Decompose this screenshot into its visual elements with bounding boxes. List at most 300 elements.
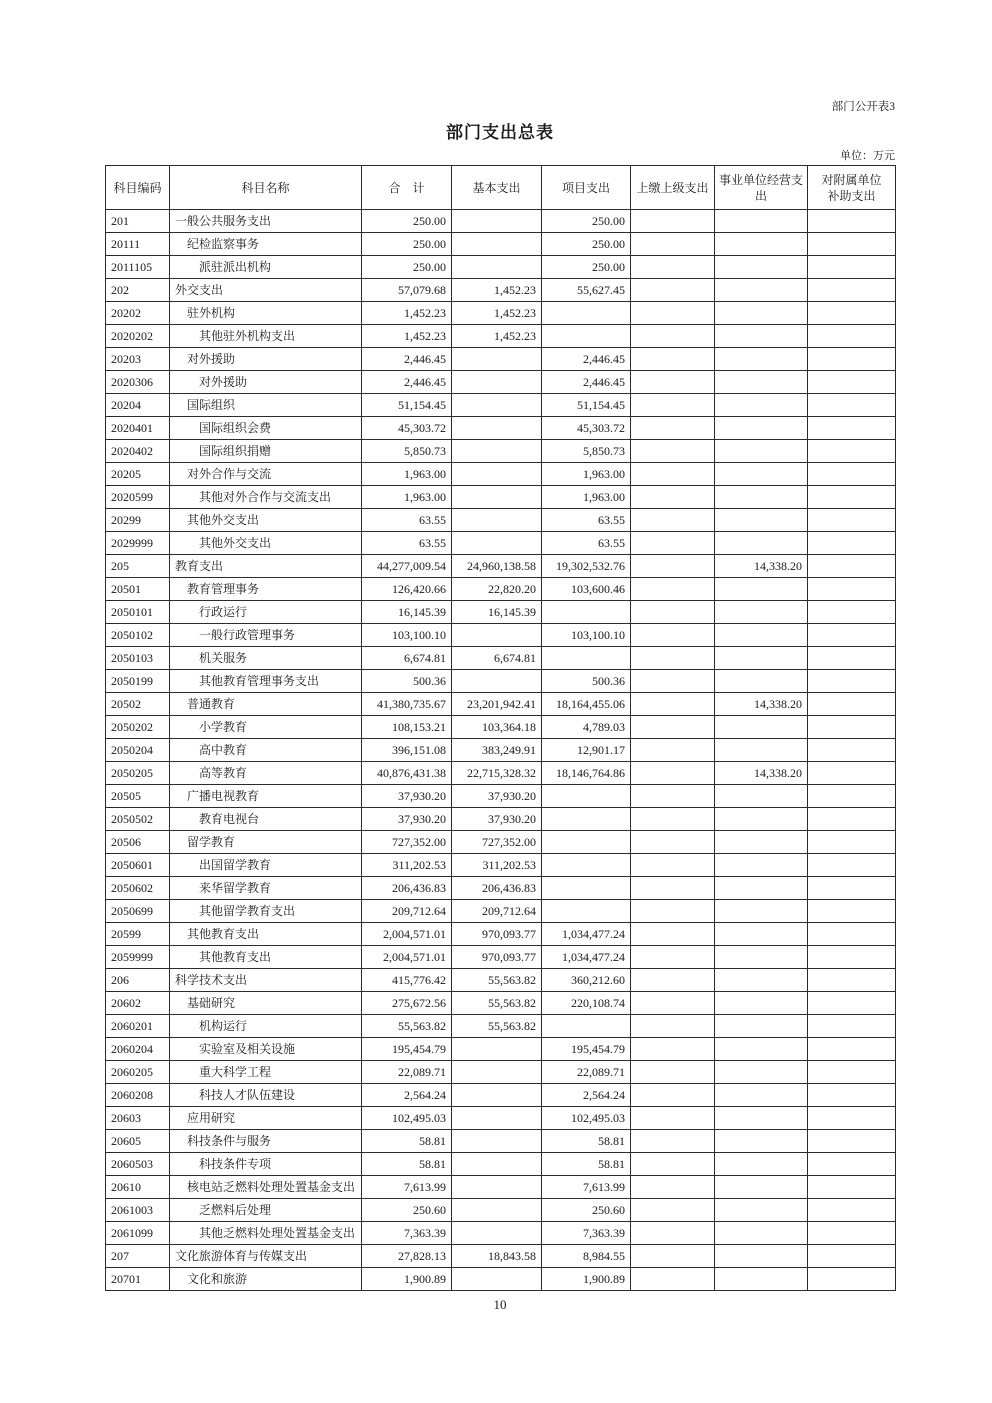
table-row: [106, 946, 896, 969]
basic-expenditure-cell: 55,563.82: [452, 969, 542, 992]
operating-expenditure-cell: [715, 670, 808, 693]
subsidy-to-affiliates-cell: [808, 394, 896, 417]
paid-to-superior-cell: [631, 877, 715, 900]
table-row: [106, 900, 896, 923]
table-row: [106, 762, 896, 785]
project-expenditure-cell: 250.00: [542, 233, 631, 256]
subsidy-to-affiliates-cell: [808, 509, 896, 532]
project-expenditure-cell: 18,164,455.06: [542, 693, 631, 716]
basic-expenditure-cell: 206,436.83: [452, 877, 542, 900]
project-expenditure-cell: 58.81: [542, 1130, 631, 1153]
subject-code-cell: 20602: [106, 992, 170, 1015]
paid-to-superior-cell: [631, 210, 715, 233]
operating-expenditure-cell: [715, 233, 808, 256]
project-expenditure-cell: 45,303.72: [542, 417, 631, 440]
project-expenditure-cell: [542, 808, 631, 831]
project-expenditure-cell: 1,034,477.24: [542, 923, 631, 946]
operating-expenditure-cell: [715, 831, 808, 854]
basic-expenditure-cell: 22,715,328.32: [452, 762, 542, 785]
total-cell: 1,963.00: [362, 463, 452, 486]
subject-code-cell: 205: [106, 555, 170, 578]
subject-code-cell: 20599: [106, 923, 170, 946]
subject-code-cell: 2050205: [106, 762, 170, 785]
total-cell: 2,004,571.01: [362, 923, 452, 946]
subsidy-to-affiliates-cell: [808, 348, 896, 371]
subject-code-cell: 201: [106, 210, 170, 233]
project-expenditure-cell: [542, 854, 631, 877]
subsidy-to-affiliates-cell: [808, 854, 896, 877]
subsidy-to-affiliates-cell: [808, 969, 896, 992]
subject-code-cell: 2060204: [106, 1038, 170, 1061]
table-header: [106, 166, 896, 210]
subject-code-cell: 2050502: [106, 808, 170, 831]
table-row: [106, 831, 896, 854]
paid-to-superior-cell: [631, 854, 715, 877]
subject-name-cell: 对外援助: [170, 348, 362, 371]
table-row: [106, 1107, 896, 1130]
operating-expenditure-cell: [715, 1153, 808, 1176]
subsidy-to-affiliates-cell: [808, 624, 896, 647]
project-expenditure-cell: 18,146,764.86: [542, 762, 631, 785]
subject-name-cell: 驻外机构: [170, 302, 362, 325]
total-cell: 415,776.42: [362, 969, 452, 992]
subsidy-to-affiliates-cell: [808, 325, 896, 348]
total-cell: 58.81: [362, 1130, 452, 1153]
basic-expenditure-cell: [452, 1084, 542, 1107]
operating-expenditure-cell: [715, 325, 808, 348]
total-cell: 51,154.45: [362, 394, 452, 417]
subsidy-to-affiliates-cell: [808, 1130, 896, 1153]
basic-expenditure-cell: 1,452.23: [452, 302, 542, 325]
subsidy-to-affiliates-cell: [808, 256, 896, 279]
subsidy-to-affiliates-cell: [808, 739, 896, 762]
project-expenditure-cell: 51,154.45: [542, 394, 631, 417]
subsidy-to-affiliates-cell: [808, 1038, 896, 1061]
subject-name-cell: 核电站乏燃料处理处置基金支出: [170, 1176, 362, 1199]
paid-to-superior-cell: [631, 1222, 715, 1245]
subject-name-cell: 留学教育: [170, 831, 362, 854]
project-expenditure-cell: [542, 900, 631, 923]
basic-expenditure-cell: 311,202.53: [452, 854, 542, 877]
total-cell: 55,563.82: [362, 1015, 452, 1038]
paid-to-superior-cell: [631, 1176, 715, 1199]
subject-name-cell: 对外合作与交流: [170, 463, 362, 486]
subject-name-cell: 教育管理事务: [170, 578, 362, 601]
table-row: [106, 1084, 896, 1107]
subject-code-cell: 2029999: [106, 532, 170, 555]
basic-expenditure-cell: [452, 348, 542, 371]
total-cell: 37,930.20: [362, 785, 452, 808]
subject-name-cell: 重大科学工程: [170, 1061, 362, 1084]
table-row: [106, 854, 896, 877]
table-row: [106, 555, 896, 578]
table-row: [106, 601, 896, 624]
paid-to-superior-cell: [631, 1268, 715, 1291]
project-expenditure-cell: 250.00: [542, 210, 631, 233]
paid-to-superior-cell: [631, 900, 715, 923]
operating-expenditure-cell: [715, 463, 808, 486]
paid-to-superior-cell: [631, 1038, 715, 1061]
subject-code-cell: 2020306: [106, 371, 170, 394]
subject-code-cell: 207: [106, 1245, 170, 1268]
table-row: [106, 463, 896, 486]
subsidy-to-affiliates-cell: [808, 1107, 896, 1130]
operating-expenditure-cell: 14,338.20: [715, 555, 808, 578]
project-expenditure-cell: 12,901.17: [542, 739, 631, 762]
subject-name-cell: 高中教育: [170, 739, 362, 762]
total-cell: 2,446.45: [362, 371, 452, 394]
basic-expenditure-cell: [452, 394, 542, 417]
operating-expenditure-cell: [715, 716, 808, 739]
operating-expenditure-cell: [715, 1222, 808, 1245]
project-expenditure-cell: 4,789.03: [542, 716, 631, 739]
basic-expenditure-cell: [452, 509, 542, 532]
table-row: [106, 210, 896, 233]
project-expenditure-cell: [542, 647, 631, 670]
subject-code-cell: 2020202: [106, 325, 170, 348]
subsidy-to-affiliates-cell: [808, 233, 896, 256]
basic-expenditure-cell: 55,563.82: [452, 1015, 542, 1038]
basic-expenditure-cell: 23,201,942.41: [452, 693, 542, 716]
subject-code-cell: 2060205: [106, 1061, 170, 1084]
operating-expenditure-cell: [715, 256, 808, 279]
total-cell: 102,495.03: [362, 1107, 452, 1130]
basic-expenditure-cell: 55,563.82: [452, 992, 542, 1015]
project-expenditure-cell: 250.00: [542, 256, 631, 279]
subject-code-cell: 2050199: [106, 670, 170, 693]
basic-expenditure-cell: 6,674.81: [452, 647, 542, 670]
table-row: [106, 923, 896, 946]
total-cell: 5,850.73: [362, 440, 452, 463]
paid-to-superior-cell: [631, 1245, 715, 1268]
subsidy-to-affiliates-cell: [808, 1245, 896, 1268]
total-cell: 275,672.56: [362, 992, 452, 1015]
unit-label: 单位：万元: [840, 150, 895, 162]
subject-name-cell: 科技人才队伍建设: [170, 1084, 362, 1107]
basic-expenditure-cell: [452, 1061, 542, 1084]
paid-to-superior-cell: [631, 1061, 715, 1084]
project-expenditure-cell: 220,108.74: [542, 992, 631, 1015]
basic-expenditure-cell: [452, 624, 542, 647]
basic-expenditure-cell: 209,712.64: [452, 900, 542, 923]
operating-expenditure-cell: [715, 900, 808, 923]
project-expenditure-cell: 2,446.45: [542, 371, 631, 394]
table-row: [106, 1015, 896, 1038]
project-expenditure-cell: 102,495.03: [542, 1107, 631, 1130]
paid-to-superior-cell: [631, 992, 715, 1015]
subject-code-cell: 2050601: [106, 854, 170, 877]
subject-name-cell: 其他外交支出: [170, 532, 362, 555]
table-row: [106, 647, 896, 670]
subject-code-cell: 2060208: [106, 1084, 170, 1107]
subject-code-cell: 20299: [106, 509, 170, 532]
project-expenditure-cell: [542, 601, 631, 624]
table-row: [106, 371, 896, 394]
subject-name-cell: 教育支出: [170, 555, 362, 578]
subject-code-cell: 20203: [106, 348, 170, 371]
subsidy-to-affiliates-cell: [808, 693, 896, 716]
basic-expenditure-cell: [452, 440, 542, 463]
basic-expenditure-cell: [452, 210, 542, 233]
basic-expenditure-cell: [452, 256, 542, 279]
operating-expenditure-cell: [715, 509, 808, 532]
table-row: [106, 716, 896, 739]
operating-expenditure-cell: [715, 808, 808, 831]
project-expenditure-cell: 1,963.00: [542, 463, 631, 486]
operating-expenditure-cell: [715, 1176, 808, 1199]
subject-code-cell: 2060201: [106, 1015, 170, 1038]
total-cell: 45,303.72: [362, 417, 452, 440]
total-cell: 250.60: [362, 1199, 452, 1222]
basic-expenditure-cell: [452, 1176, 542, 1199]
project-expenditure-cell: 7,363.39: [542, 1222, 631, 1245]
subject-name-cell: 科学技术支出: [170, 969, 362, 992]
subject-code-cell: 20202: [106, 302, 170, 325]
table-row: [106, 808, 896, 831]
total-cell: 727,352.00: [362, 831, 452, 854]
table-row: [106, 1268, 896, 1291]
subject-name-cell: 实验室及相关设施: [170, 1038, 362, 1061]
operating-expenditure-cell: [715, 992, 808, 1015]
total-cell: 41,380,735.67: [362, 693, 452, 716]
operating-expenditure-cell: [715, 394, 808, 417]
project-expenditure-cell: [542, 877, 631, 900]
table-row: [106, 1176, 896, 1199]
project-expenditure-cell: 22,089.71: [542, 1061, 631, 1084]
paid-to-superior-cell: [631, 831, 715, 854]
paid-to-superior-cell: [631, 1130, 715, 1153]
subject-name-cell: 一般公共服务支出: [170, 210, 362, 233]
operating-expenditure-cell: [715, 371, 808, 394]
paid-to-superior-cell: [631, 348, 715, 371]
total-cell: 2,446.45: [362, 348, 452, 371]
basic-expenditure-cell: [452, 1199, 542, 1222]
table-row: [106, 1199, 896, 1222]
subsidy-to-affiliates-cell: [808, 463, 896, 486]
operating-expenditure-cell: [715, 877, 808, 900]
table-row: [106, 302, 896, 325]
paid-to-superior-cell: [631, 1153, 715, 1176]
total-cell: 27,828.13: [362, 1245, 452, 1268]
table-row: [106, 785, 896, 808]
subsidy-to-affiliates-cell: [808, 1199, 896, 1222]
subject-name-cell: 其他对外合作与交流支出: [170, 486, 362, 509]
subsidy-to-affiliates-cell: [808, 762, 896, 785]
paid-to-superior-cell: [631, 394, 715, 417]
subject-code-cell: 20603: [106, 1107, 170, 1130]
operating-expenditure-cell: [715, 1268, 808, 1291]
basic-expenditure-cell: 103,364.18: [452, 716, 542, 739]
project-expenditure-cell: 250.60: [542, 1199, 631, 1222]
operating-expenditure-cell: [715, 1015, 808, 1038]
operating-expenditure-cell: [715, 1038, 808, 1061]
operating-expenditure-cell: [715, 578, 808, 601]
subsidy-to-affiliates-cell: [808, 1153, 896, 1176]
project-expenditure-cell: [542, 325, 631, 348]
table-body: [106, 210, 896, 1291]
subsidy-to-affiliates-cell: [808, 1222, 896, 1245]
paid-to-superior-cell: [631, 532, 715, 555]
paid-to-superior-cell: [631, 1015, 715, 1038]
total-cell: 7,613.99: [362, 1176, 452, 1199]
basic-expenditure-cell: [452, 532, 542, 555]
project-expenditure-cell: 103,100.10: [542, 624, 631, 647]
subsidy-to-affiliates-cell: [808, 670, 896, 693]
table-header-row: [106, 166, 896, 210]
subject-code-cell: 20502: [106, 693, 170, 716]
subject-code-cell: 20505: [106, 785, 170, 808]
subsidy-to-affiliates-cell: [808, 900, 896, 923]
operating-expenditure-cell: [715, 440, 808, 463]
subject-code-cell: 2020599: [106, 486, 170, 509]
page-number: 10: [493, 1297, 507, 1312]
paid-to-superior-cell: [631, 555, 715, 578]
table-row: [106, 256, 896, 279]
basic-expenditure-cell: 22,820.20: [452, 578, 542, 601]
basic-expenditure-cell: [452, 1130, 542, 1153]
subject-name-cell: 对外援助: [170, 371, 362, 394]
paid-to-superior-cell: [631, 693, 715, 716]
operating-expenditure-cell: [715, 1199, 808, 1222]
project-expenditure-cell: 63.55: [542, 509, 631, 532]
subject-name-cell: 其他教育管理事务支出: [170, 670, 362, 693]
basic-expenditure-cell: 37,930.20: [452, 785, 542, 808]
subsidy-to-affiliates-cell: [808, 716, 896, 739]
project-expenditure-cell: 58.81: [542, 1153, 631, 1176]
table-row: [106, 992, 896, 1015]
basic-expenditure-cell: [452, 1222, 542, 1245]
subsidy-to-affiliates-cell: [808, 371, 896, 394]
col-header-subject-code: 科目编码: [106, 166, 170, 210]
total-cell: 108,153.21: [362, 716, 452, 739]
paid-to-superior-cell: [631, 946, 715, 969]
subject-code-cell: 2050101: [106, 601, 170, 624]
basic-expenditure-cell: [452, 670, 542, 693]
basic-expenditure-cell: 1,452.23: [452, 279, 542, 302]
operating-expenditure-cell: [715, 279, 808, 302]
total-cell: 500.36: [362, 670, 452, 693]
subject-name-cell: 一般行政管理事务: [170, 624, 362, 647]
basic-expenditure-cell: [452, 486, 542, 509]
basic-expenditure-cell: 383,249.91: [452, 739, 542, 762]
table-row: [106, 325, 896, 348]
table-row: [106, 1061, 896, 1084]
subsidy-to-affiliates-cell: [808, 808, 896, 831]
subject-name-cell: 国际组织会费: [170, 417, 362, 440]
project-expenditure-cell: 19,302,532.76: [542, 555, 631, 578]
paid-to-superior-cell: [631, 647, 715, 670]
total-cell: 63.55: [362, 509, 452, 532]
subject-name-cell: 行政运行: [170, 601, 362, 624]
subject-name-cell: 其他留学教育支出: [170, 900, 362, 923]
subject-code-cell: 2011105: [106, 256, 170, 279]
project-expenditure-cell: 1,963.00: [542, 486, 631, 509]
subsidy-to-affiliates-cell: [808, 923, 896, 946]
subsidy-to-affiliates-cell: [808, 302, 896, 325]
paid-to-superior-cell: [631, 440, 715, 463]
paid-to-superior-cell: [631, 670, 715, 693]
basic-expenditure-cell: [452, 1153, 542, 1176]
basic-expenditure-cell: [452, 1038, 542, 1061]
table-row: [106, 509, 896, 532]
basic-expenditure-cell: [452, 417, 542, 440]
basic-expenditure-cell: 24,960,138.58: [452, 555, 542, 578]
table-row: [106, 670, 896, 693]
operating-expenditure-cell: [715, 1084, 808, 1107]
subsidy-to-affiliates-cell: [808, 1084, 896, 1107]
subject-code-cell: 20701: [106, 1268, 170, 1291]
subject-name-cell: 科技条件与服务: [170, 1130, 362, 1153]
table-row: [106, 693, 896, 716]
basic-expenditure-cell: [452, 463, 542, 486]
subject-code-cell: 2020401: [106, 417, 170, 440]
table-row: [106, 279, 896, 302]
paid-to-superior-cell: [631, 463, 715, 486]
subsidy-to-affiliates-cell: [808, 532, 896, 555]
total-cell: 7,363.39: [362, 1222, 452, 1245]
subject-code-cell: 2050103: [106, 647, 170, 670]
subsidy-to-affiliates-cell: [808, 417, 896, 440]
subject-name-cell: 教育电视台: [170, 808, 362, 831]
operating-expenditure-cell: [715, 601, 808, 624]
table-row: [106, 877, 896, 900]
paid-to-superior-cell: [631, 509, 715, 532]
total-cell: 250.00: [362, 210, 452, 233]
project-expenditure-cell: 1,900.89: [542, 1268, 631, 1291]
paid-to-superior-cell: [631, 923, 715, 946]
col-header-subsidy-to-affiliates: 对附属单位补助支出: [808, 166, 896, 210]
table-row: [106, 1245, 896, 1268]
subsidy-to-affiliates-cell: [808, 1268, 896, 1291]
subsidy-to-affiliates-cell: [808, 831, 896, 854]
paid-to-superior-cell: [631, 601, 715, 624]
project-expenditure-cell: 103,600.46: [542, 578, 631, 601]
subsidy-to-affiliates-cell: [808, 877, 896, 900]
table-row: [106, 348, 896, 371]
basic-expenditure-cell: 37,930.20: [452, 808, 542, 831]
total-cell: 1,452.23: [362, 302, 452, 325]
subject-name-cell: 应用研究: [170, 1107, 362, 1130]
project-expenditure-cell: 500.36: [542, 670, 631, 693]
table-row: [106, 1038, 896, 1061]
col-header-operating-expenditure: 事业单位经营支出: [715, 166, 808, 210]
subject-code-cell: 2059999: [106, 946, 170, 969]
basic-expenditure-cell: 1,452.23: [452, 325, 542, 348]
subject-code-cell: 20506: [106, 831, 170, 854]
subject-name-cell: 机关服务: [170, 647, 362, 670]
operating-expenditure-cell: [715, 1061, 808, 1084]
total-cell: 2,004,571.01: [362, 946, 452, 969]
col-header-total: 合 计: [362, 166, 452, 210]
basic-expenditure-cell: [452, 233, 542, 256]
subject-code-cell: 20501: [106, 578, 170, 601]
paid-to-superior-cell: [631, 739, 715, 762]
total-cell: 63.55: [362, 532, 452, 555]
paid-to-superior-cell: [631, 808, 715, 831]
subject-name-cell: 其他外交支出: [170, 509, 362, 532]
paid-to-superior-cell: [631, 371, 715, 394]
subject-name-cell: 派驻派出机构: [170, 256, 362, 279]
subject-code-cell: 202: [106, 279, 170, 302]
paid-to-superior-cell: [631, 716, 715, 739]
subject-name-cell: 文化和旅游: [170, 1268, 362, 1291]
subject-code-cell: 20605: [106, 1130, 170, 1153]
subject-name-cell: 广播电视教育: [170, 785, 362, 808]
basic-expenditure-cell: 970,093.77: [452, 923, 542, 946]
operating-expenditure-cell: [715, 854, 808, 877]
table-row: [106, 233, 896, 256]
paid-to-superior-cell: [631, 969, 715, 992]
